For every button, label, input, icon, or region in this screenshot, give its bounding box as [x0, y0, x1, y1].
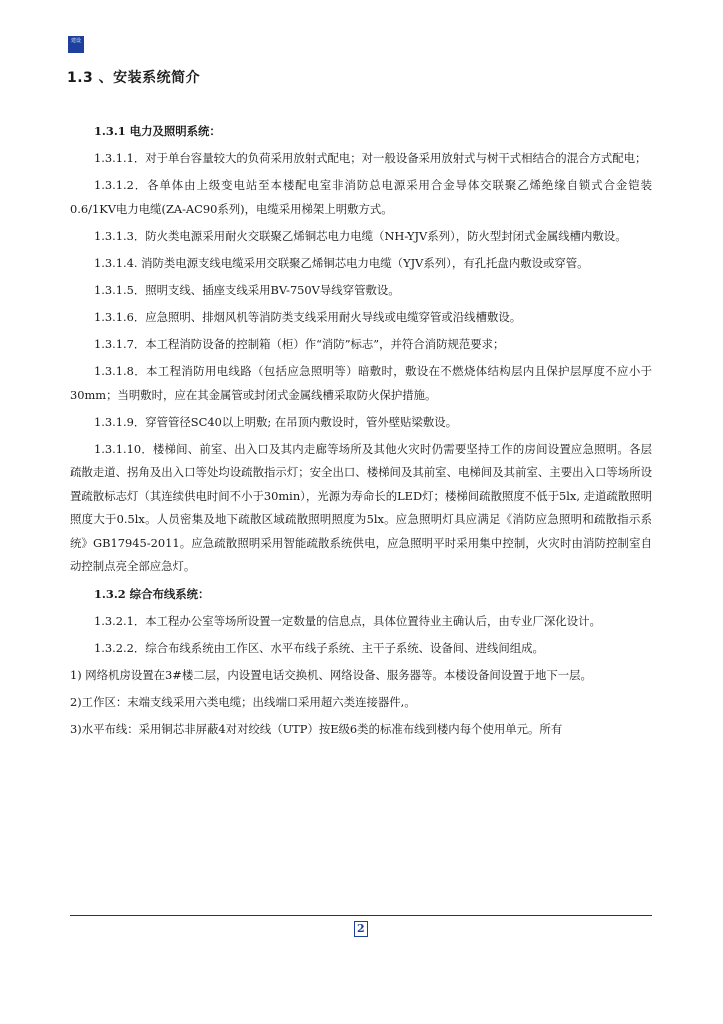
paragraph: 1) 网络机房设置在3#楼二层，内设置电话交换机、网络设备、服务器等。本楼设备间设置于地下一层。: [70, 667, 592, 682]
paragraph: 1.3.1.5．照明支线、插座支线采用BV-750V导线穿管敷设。: [94, 282, 400, 297]
paragraph: 3)水平布线：采用铜芯非屏蔽4对对绞线（UTP）按E级6类的标准布线到楼内每个使用单元。所有: [70, 722, 563, 736]
paragraph: 1.3.1.7．本工程消防设备的控制箱（柜）作“消防”标志”，并符合消防规范要求；: [94, 337, 505, 352]
paragraph: 1.3.2.2．综合布线系统由工作区、水平布线子系统、主干子系统、设备间、进线间组成。: [94, 640, 544, 655]
company-logo-icon: 建设: [68, 36, 84, 53]
subsection-heading: 1.3.1 电力及照明系统：: [94, 124, 221, 138]
paragraph: 1.3.1.9．穿管管径SC40以上明敷; 在吊顶内敷设时，管外壁贴梁敷设。: [94, 414, 458, 429]
footer-divider: [70, 915, 652, 916]
document-body: [70, 120, 652, 745]
paragraph: 2)工作区：末端支线采用六类电缆；出线端口采用超六类连接器件,。: [70, 694, 416, 709]
section-title: 1.3 、安装系统简介: [67, 70, 201, 86]
page-number: 2: [354, 921, 368, 937]
paragraph: 1.3.1.6．应急照明、排烟风机等消防类支线采用耐火导线或电缆穿管或沿线槽敷设。: [94, 310, 522, 325]
paragraph: 1.3.1.8．本工程消防用电线路（包括应急照明等）暗敷时，敷设在不燃烧体结构层内且保护层厚度不应小于30mm；当明敷时，应在其金属管或封闭式金属线槽采取防火保护措施。: [70, 364, 652, 402]
paragraph: 1.3.1.10．楼梯间、前室、出入口及其内走廊等场所及其他火灾时仍需要坚持工作的房间设置应急照明。各层疏散走道、拐角及出入口等处均设疏散指示灯；安全出口、楼梯间及其前室、电梯间及其前室、主要出入口等场所设置疏散标志灯（其连续供电时间不小于30min），光源为寿命长的LED灯；楼梯间疏散照度不低于5lx, 走道疏散照明照度大于0.5lx。人员密集及地下疏散区域疏散照明照度为5lx。应急照明灯具应满足《消防应急照明和疏散指示系统》GB17945-2011。应急疏散照明采用智能疏散系统供电，应急照明平时采用集中控制，火灾时由消防控制室自动控制点亮全部应急灯。: [70, 441, 652, 574]
subsection-heading: 1.3.2 综合布线系统：: [94, 586, 210, 601]
paragraph: 1.3.1.3．防火类电源采用耐火交联聚乙烯铜芯电力电缆（NH-YJV系列），防火型封闭式金属线槽内敷设。: [94, 228, 627, 243]
paragraph: 1.3.1.4. 消防类电源支线电缆采用交联聚乙烯铜芯电力电缆（YJV系列），有孔托盘内敷设或穿管。: [94, 255, 589, 270]
paragraph: 1.3.1.1．对于单台容量较大的负荷采用放射式配电；对一般设备采用放射式与树干式相结合的混合方式配电；: [94, 151, 647, 166]
paragraph: 1.3.2.1．本工程办公室等场所设置一定数量的信息点，具体位置待业主确认后，由专业厂深化设计。: [94, 613, 601, 628]
paragraph: 1.3.1.2．各单体由上级变电站至本楼配电室非消防总电源采用合金导体交联聚乙烯绝缘自锁式合金铠装0.6/1KV电力电缆(ZA-AC90系列)，电缆采用梯架上明敷方式。: [70, 178, 652, 216]
